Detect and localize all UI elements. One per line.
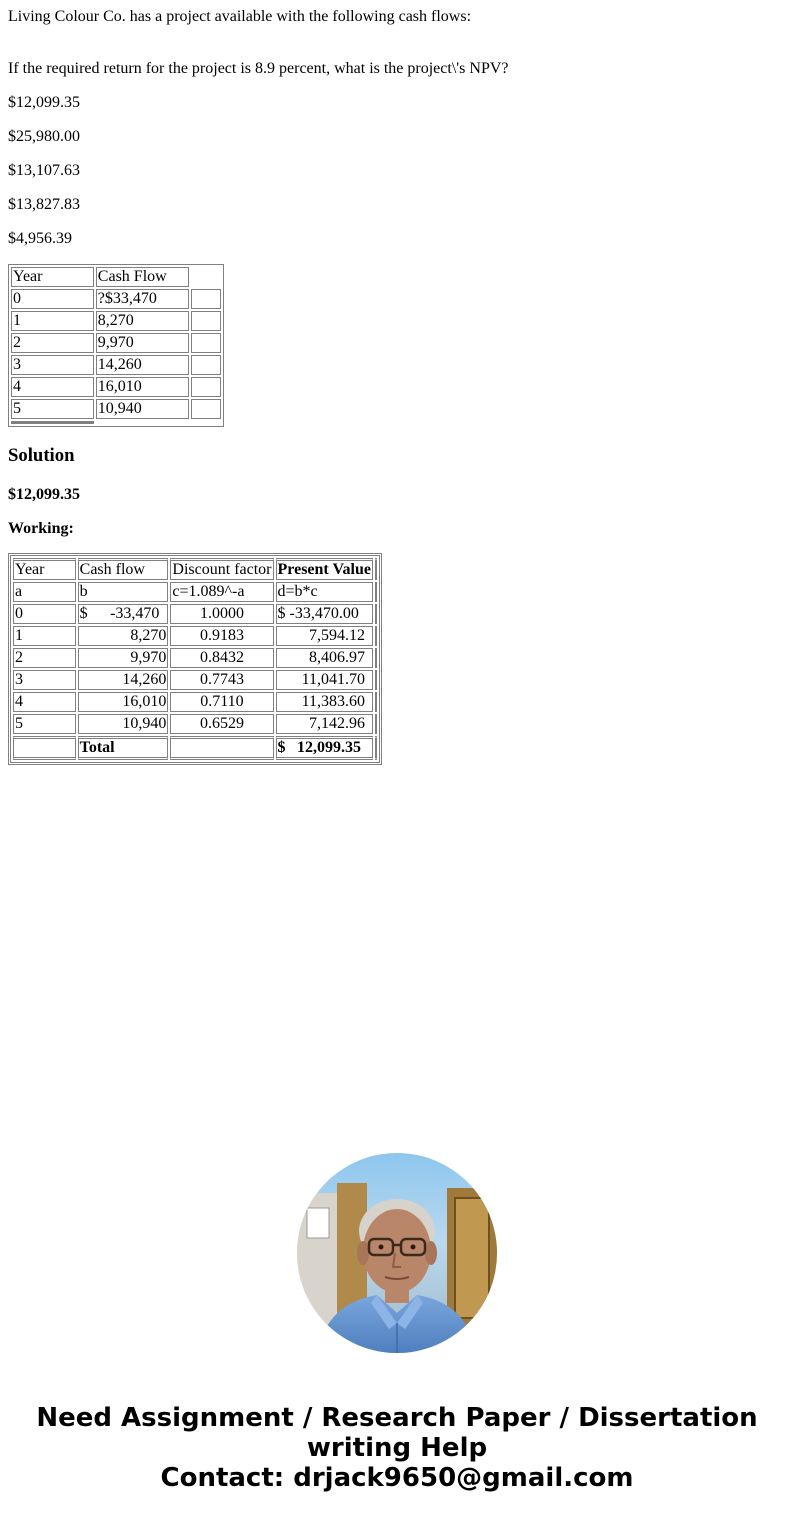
cash-flow-cell [78, 604, 169, 624]
cash-flow-table [8, 264, 224, 427]
total-value-cell [276, 736, 373, 760]
solution-heading: Solution [8, 445, 75, 466]
table-row [13, 604, 377, 624]
portrait-photo [297, 1153, 497, 1353]
banner-line-1: Need Assignment / Research Paper / Dissertation [36, 1403, 758, 1433]
cash-flow-cell: 10,940 [96, 399, 189, 419]
present-value-cell [276, 604, 373, 624]
present-value-cell: 7,142.96 [276, 714, 373, 734]
table-row [11, 355, 221, 375]
present-value: -33,470.00 [289, 605, 359, 622]
header-cash-flow: Cash Flow [96, 267, 189, 287]
year-cell: 3 [13, 670, 76, 690]
present-value-cell: 11,041.70 [276, 670, 373, 690]
empty-cell [191, 289, 221, 309]
table-edge [375, 626, 377, 646]
empty-cell [96, 421, 189, 424]
table-edge [375, 582, 377, 602]
header-year: Year [11, 267, 94, 287]
table-edge [375, 714, 377, 734]
empty-cell [191, 267, 221, 287]
table-edge [375, 558, 377, 580]
cash-flow-cell: 9,970 [96, 333, 189, 353]
year-cell: 2 [13, 648, 76, 668]
table-filler-row [11, 421, 221, 424]
year-cell: 0 [13, 604, 76, 624]
help-banner [0, 1403, 794, 1493]
empty-cell [13, 736, 76, 760]
table-row [11, 311, 221, 331]
header-present-value: Present Value [276, 558, 373, 580]
cash-flow-cell: ?$33,470 [96, 289, 189, 309]
table-edge [375, 670, 377, 690]
header-discount-factor: Discount factor [170, 558, 273, 580]
currency-prefix: $ [277, 739, 286, 756]
header-year: Year [13, 558, 76, 580]
year-cell: 5 [11, 399, 94, 419]
present-value-cell: 7,594.12 [276, 626, 373, 646]
year-cell: 4 [13, 692, 76, 712]
empty-cell [191, 399, 221, 419]
table-row [13, 626, 377, 646]
table-row [11, 377, 221, 397]
formula-c: c=1.089^-a [170, 582, 273, 602]
option-1: $12,099.35 [8, 94, 80, 111]
formula-d: d=b*c [276, 582, 373, 602]
year-cell: 0 [11, 289, 94, 309]
solution-answer: $12,099.35 [8, 486, 80, 503]
discount-factor-cell: 0.9183 [170, 626, 273, 646]
avatar [297, 1153, 497, 1353]
table-header-row [11, 267, 221, 287]
cash-flow-cell: 8,270 [78, 626, 169, 646]
cash-flow-value: -33,470 [110, 605, 160, 622]
empty-cell [191, 377, 221, 397]
total-row [13, 736, 377, 760]
working-label: Working: [8, 520, 74, 537]
cash-flow-cell: 14,260 [96, 355, 189, 375]
empty-cell [191, 421, 221, 424]
question-intro: Living Colour Co. has a project available with the following cash flows: [8, 8, 472, 25]
table-row [13, 692, 377, 712]
discount-factor-cell: 0.7743 [170, 670, 273, 690]
header-cash-flow: Cash flow [78, 558, 169, 580]
banner-line-2: writing Help [306, 1433, 488, 1463]
table-row [13, 648, 377, 668]
option-5: $4,956.39 [8, 230, 72, 247]
empty-cell [191, 311, 221, 331]
table-edge [375, 604, 377, 624]
formula-row [13, 582, 377, 602]
year-cell: 2 [11, 333, 94, 353]
cash-flow-cell: 10,940 [78, 714, 169, 734]
empty-cell [191, 355, 221, 375]
cash-flow-cell: 9,970 [78, 648, 169, 668]
empty-cell [11, 421, 94, 424]
question-prompt: If the required return for the project is 8.9 percent, what is the project\'s NPV? [8, 60, 509, 77]
total-label: Total [78, 736, 169, 760]
cash-flow-cell: 14,260 [78, 670, 169, 690]
table-row [11, 289, 221, 309]
present-value-cell: 11,383.60 [276, 692, 373, 712]
year-cell: 1 [13, 626, 76, 646]
year-cell: 5 [13, 714, 76, 734]
banner-contact: Contact: drjack9650@gmail.com [160, 1463, 634, 1493]
table-row [13, 714, 377, 734]
discount-factor-cell: 0.8432 [170, 648, 273, 668]
option-4: $13,827.83 [8, 196, 80, 213]
option-3: $13,107.63 [8, 162, 80, 179]
table-row [11, 399, 221, 419]
year-cell: 1 [11, 311, 94, 331]
formula-a: a [13, 582, 76, 602]
option-2: $25,980.00 [8, 128, 80, 145]
total-value: 12,099.35 [296, 739, 361, 756]
currency-prefix: $ [79, 605, 88, 622]
year-cell: 4 [11, 377, 94, 397]
table-header-row [13, 558, 377, 580]
empty-cell [170, 736, 273, 760]
currency-prefix: $ [277, 605, 286, 622]
formula-b: b [78, 582, 169, 602]
table-row [13, 670, 377, 690]
discount-factor-cell: 1.0000 [170, 604, 273, 624]
table-edge [375, 648, 377, 668]
cash-flow-cell: 16,010 [78, 692, 169, 712]
table-row [11, 333, 221, 353]
working-table [8, 553, 382, 765]
cash-flow-cell: 8,270 [96, 311, 189, 331]
table-edge [375, 692, 377, 712]
cash-flow-cell: 16,010 [96, 377, 189, 397]
discount-factor-cell: 0.7110 [170, 692, 273, 712]
empty-cell [191, 333, 221, 353]
discount-factor-cell: 0.6529 [170, 714, 273, 734]
year-cell: 3 [11, 355, 94, 375]
present-value-cell: 8,406.97 [276, 648, 373, 668]
table-edge [375, 736, 377, 760]
